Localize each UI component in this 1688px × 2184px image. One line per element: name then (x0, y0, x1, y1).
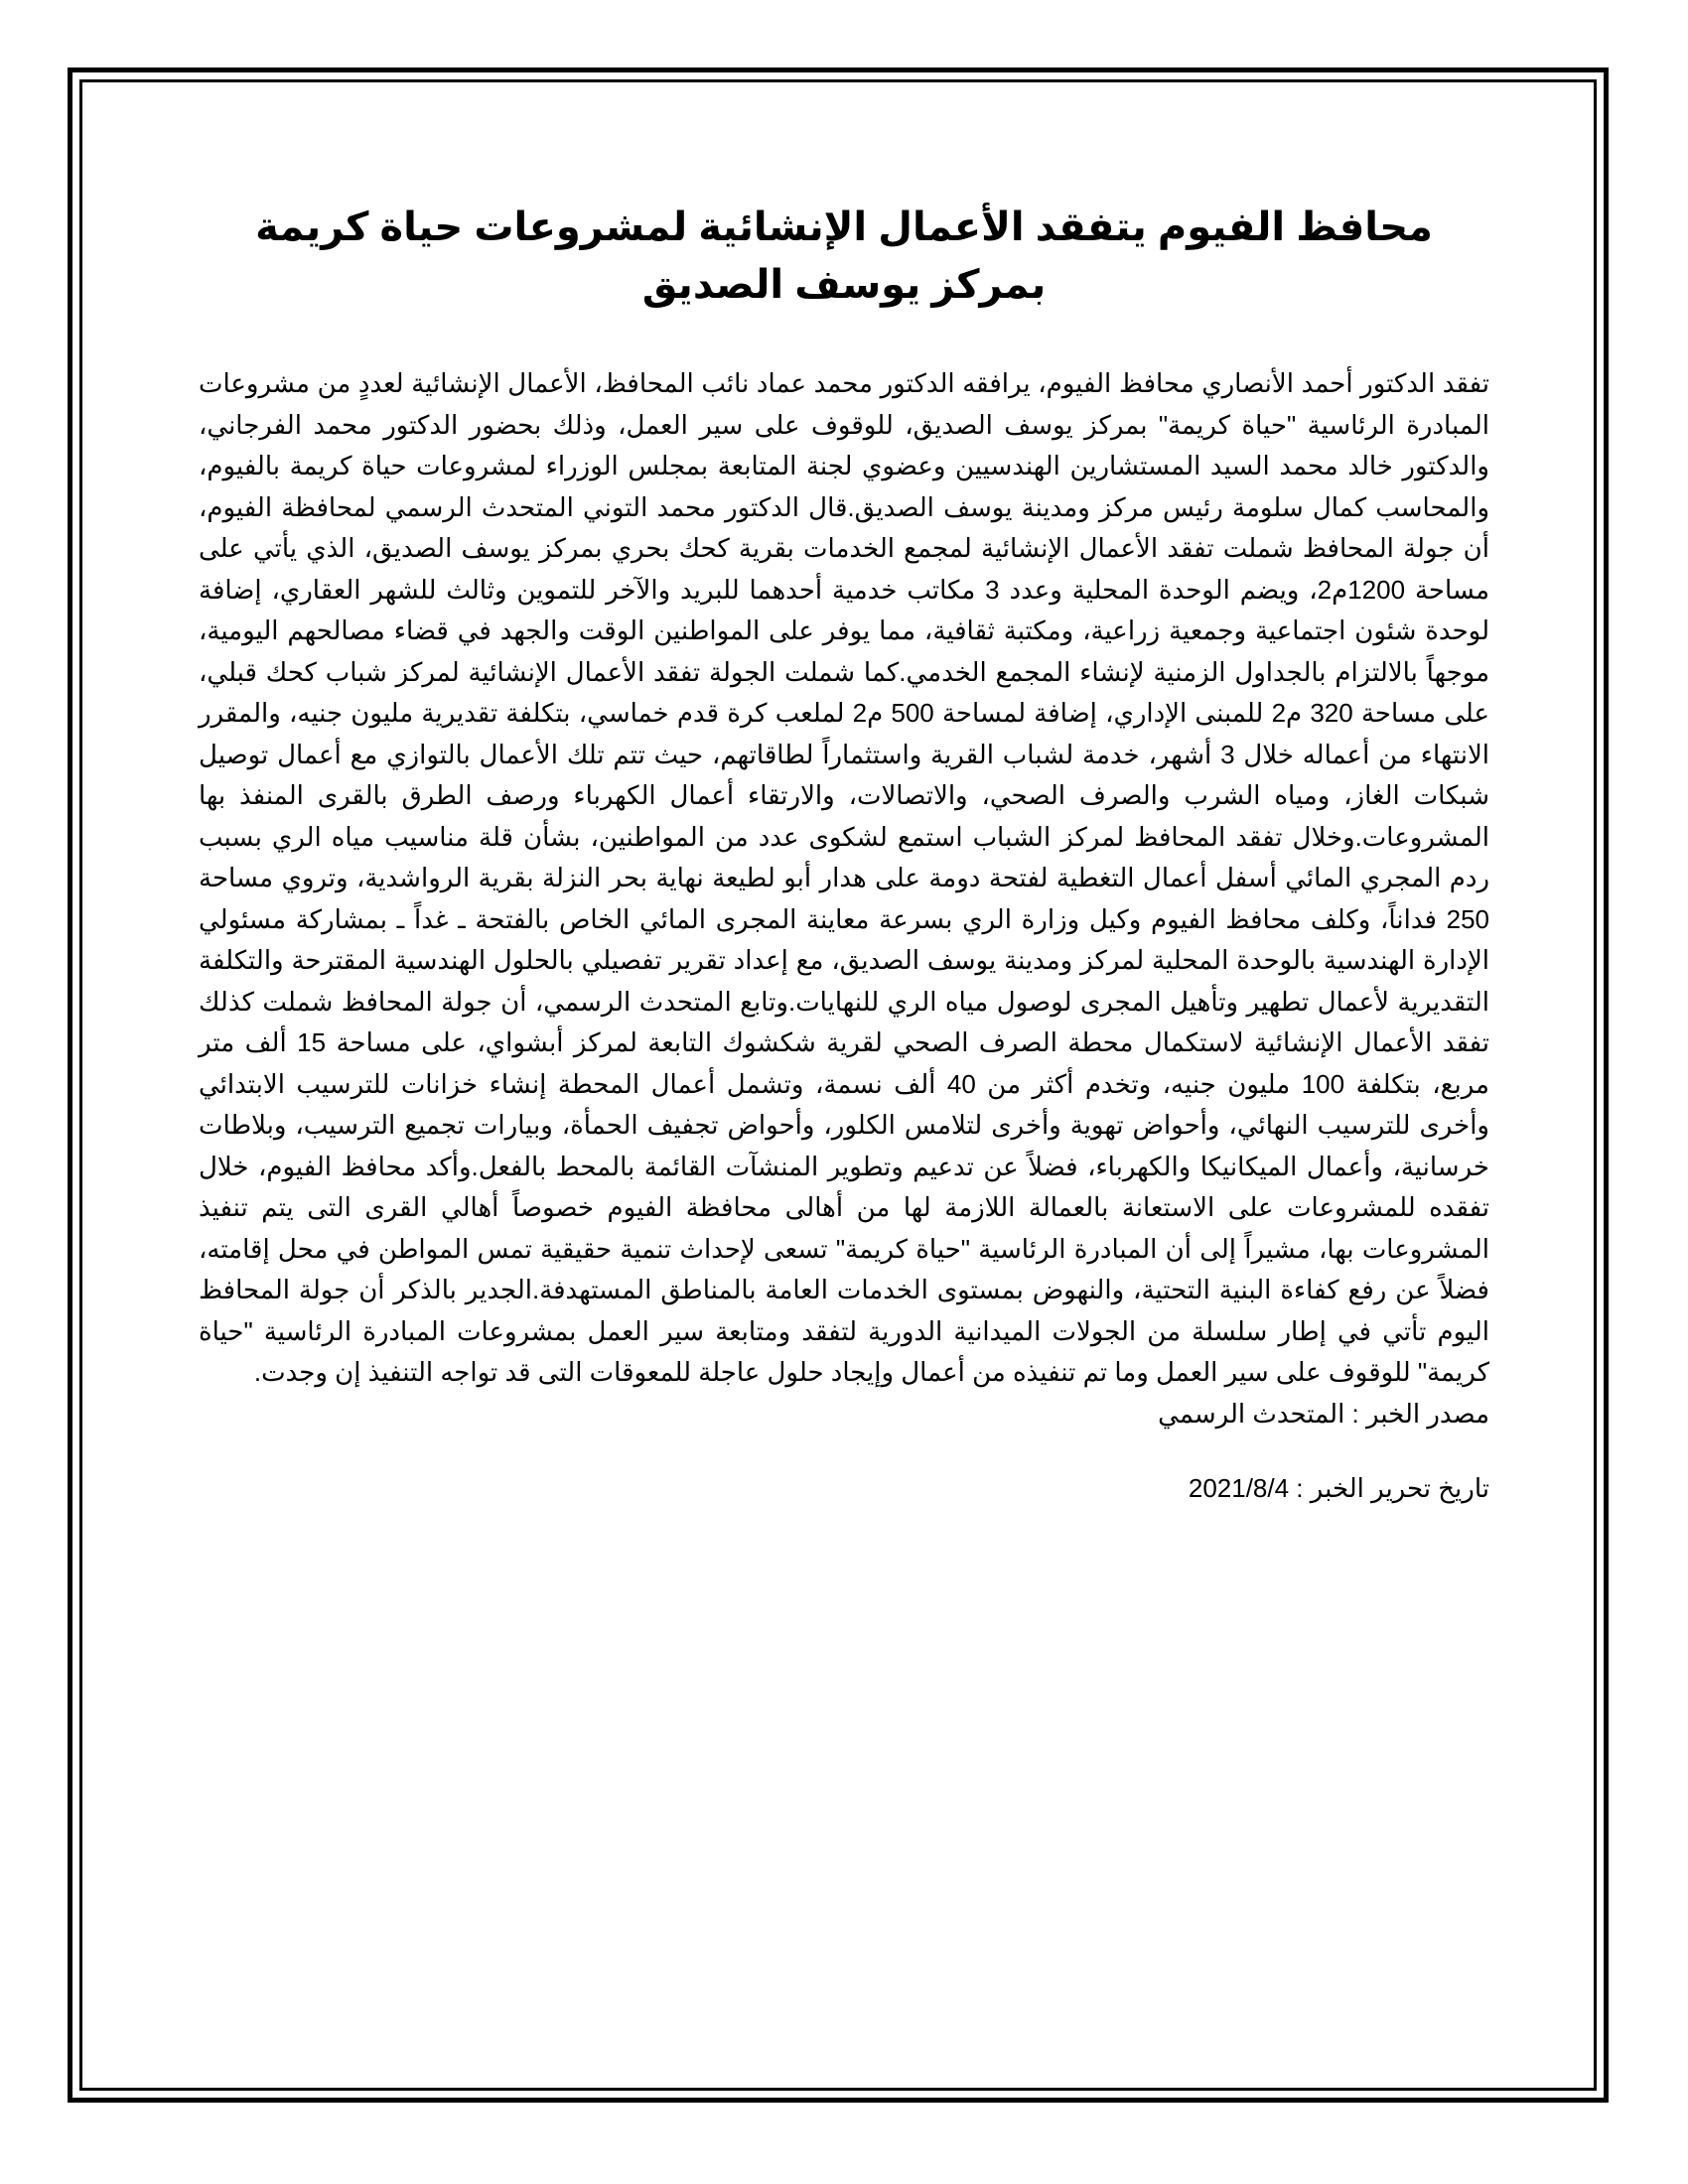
news-date: تاريخ تحرير الخبر : 2021/8/4 (1188, 1473, 1489, 1503)
news-article (199, 199, 1489, 1510)
article-body: تفقد الدكتور أحمد الأنصاري محافظ الفيوم، يرافقه الدكتور محمد عماد نائب المحافظ، الأعمال الإنشائية لعددٍ من مشروعات المبادرة الرئاسية "حياة كريمة" بمركز يوسف الصديق، للوقوف على سير العمل، وذلك بحضور الدكتور محمد الفرجاني، والدكتور خالد محمد السيد المستشارين الهندسيين وعضوي لجنة المتابعة بمجلس الوزراء لمشروعات حياة كريمة بالفيوم، والمحاسب كمال سلومة رئيس مركز ومدينة يوسف الصديق.قال الدكتور محمد التوني المتحدث الرسمي لمحافظة الفيوم، أن جولة المحافظ شملت تفقد الأعمال الإنشائية لمجمع الخدمات بقرية كحك بحري بمركز يوسف الصديق، الذي يأتي على مساحة 1200م2، ويضم الوحدة المحلية وعدد 3 مكاتب خدمية أحدهما للبريد والآخر للتموين وثالث للشهر العقاري، إضافة لوحدة شئون اجتماعية وجمعية زراعية، ومكتبة ثقافية، مما يوفر على المواطنين الوقت والجهد في قضاء مصالحهم اليومية، موجهاً بالالتزام بالجداول الزمنية لإنشاء المجمع الخدمي.كما شملت الجولة تفقد الأعمال الإنشائية لمركز شباب كحك قبلي، على مساحة 320 م2 للمبنى الإداري، إضافة لمساحة 500 م2 لملعب كرة قدم خماسي، بتكلفة تقديرية مليون جنيه، والمقرر الانتهاء من أعماله خلال 3 أشهر، خدمة لشباب القرية واستثماراً لطاقاتهم، حيث تتم تلك الأعمال بالتوازي مع أعمال توصيل شبكات الغاز، ومياه الشرب والصرف الصحي، والاتصالات، والارتقاء أعمال الكهرباء ورصف الطرق بالقرى المنفذ بها المشروعات.وخلال تفقد المحافظ لمركز الشباب استمع لشكوى عدد من المواطنين، بشأن قلة مناسيب مياه الري بسبب ردم المجري المائي أسفل أعمال التغطية لفتحة دومة على هدار أبو لطيعة نهاية بحر النزلة بقرية الرواشدية، وتروي مساحة 250 فداناً، وكلف محافظ الفيوم وكيل وزارة الري بسرعة معاينة المجرى المائي الخاص بالفتحة ـ غداً ـ بمشاركة مسئولي الإدارة الهندسية بالوحدة المحلية لمركز ومدينة يوسف الصديق، مع إعداد تقرير تفصيلي بالحلول الهندسية المقترحة والتكلفة التقديرية لأعمال تطهير وتأهيل المجرى لوصول مياه الري للنهايات.وتابع المتحدث الرسمي، أن جولة المحافظ شملت كذلك تفقد الأعمال الإنشائية لاستكمال محطة الصرف الصحي لقرية شكشوك التابعة لمركز أبشواي، على مساحة 15 ألف متر مربع، بتكلفة 100 مليون جنيه، وتخدم أكثر من 40 ألف نسمة، وتشمل أعمال المحطة إنشاء خزانات للترسيب الابتدائي وأخرى للترسيب النهائي، وأحواض تهوية وأخرى لتلامس الكلور، وأحواض تجفيف الحمأة، وبيارات تجميع الترسيب، وبلاطات خرسانية، وأعمال الميكانيكا والكهرباء، فضلاً عن تدعيم وتطوير المنشآت القائمة بالمحط بالفعل.وأكد محافظ الفيوم، خلال تفقده للمشروعات على الاستعانة بالعمالة اللازمة لها من أهالى محافظة الفيوم خصوصاً أهالي القرى التى يتم تنفيذ المشروعات بها، مشيراً إلى أن المبادرة الرئاسية "حياة كريمة" تسعى لإحداث تنمية حقيقية تمس المواطن في محل إقامته، فضلاً عن رفع كفاءة البنية التحتية، والنهوض بمستوى الخدمات العامة بالمناطق المستهدفة.الجدير بالذكر أن جولة المحافظ اليوم تأتي في إطار سلسلة من الجولات الميدانية الدورية لتفقد ومتابعة سير العمل بمشروعات المبادرة الرئاسية "حياة كريمة" للوقوف على سير العمل وما تم تنفيذه من أعمال وإيجاد حلول عاجلة للمعوقات التى قد تواجه التنفيذ إن وجدت. (199, 368, 1490, 1387)
news-source: مصدر الخبر : المتحدث الرسمي (1158, 1398, 1489, 1429)
article-title: محافظ الفيوم يتفقد الأعمال الإنشائية لمشروعات حياة كريمة بمركز يوسف الصديق (255, 205, 1433, 307)
